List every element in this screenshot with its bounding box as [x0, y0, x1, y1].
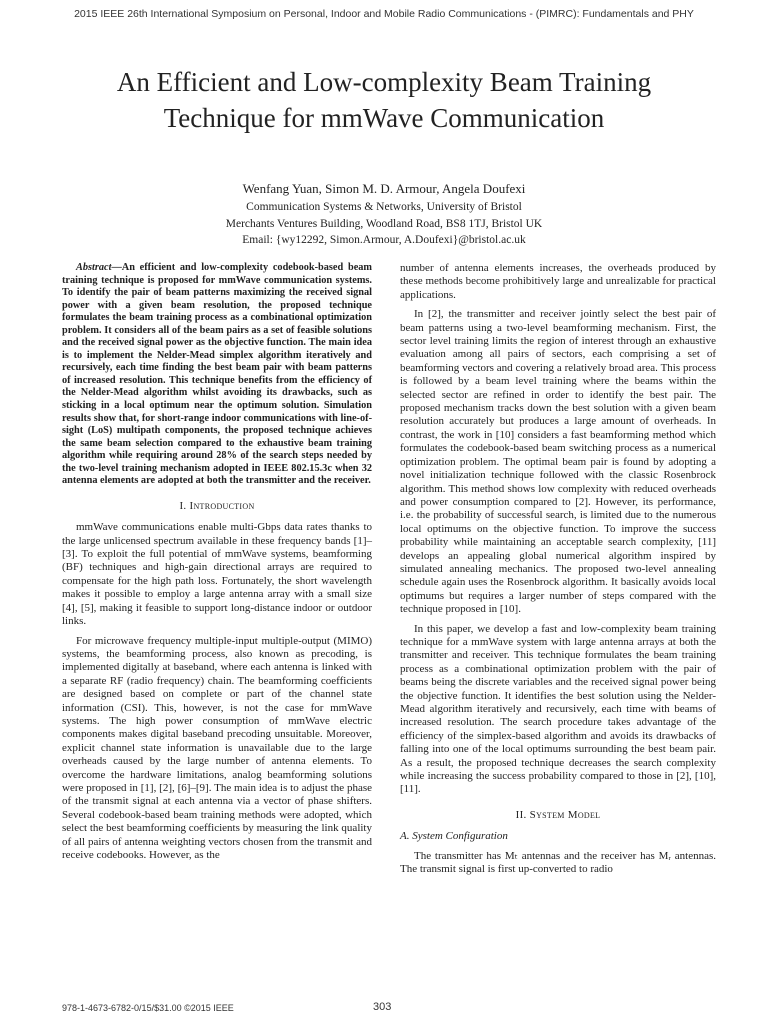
author-email: Email: {wy12292, Simon.Armour, A.Doufexi}@bristol.ac.uk [242, 234, 526, 246]
title-line-2: Technique for mmWave Communication [163, 103, 605, 133]
section-title: System Model [529, 808, 601, 821]
left-column [62, 262, 372, 868]
system-model-paragraph-1: The transmitter has Mₜ antennas and the receiver has Mᵣ antennas. The transmit signal is first up-converted to radio [400, 849, 716, 876]
intro-paragraph-2-continued: number of antenna elements increases, the overheads produced by these methods become prohibitively large and unrealizable for practical applications. [400, 262, 716, 301]
abstract-text: —An efficient and low-complexity codebook-based beam training technique is proposed for mmWave communication systems. To identify the pair of beam patterns maximizing the received signal power with a given beam resolution, the proposed technique formulates the beam training process as a combinational optimization problem. It considers all of the beam pairs as a set of feasible solutions and the received signal power as the objective function. The main idea is to implement the Nelder-Mead simplex algorithm iteratively and recursively, each time finding the best beam pair with beam patterns of increased resolution. This technique benefits from the efficiency of the Nelder-Mead algorithm whilst avoiding its drawbacks, such as sticking in a local optimum near the optimum solution. Simulation results show that, for short-range indoor communications with line-of-sight (LoS) multipath components, the proposed technique achieves the same beam selection compared to the exhaustive beam training algorithm while requiring around 28% of the search steps needed by the two-level training mechanism adopted in IEEE 802.15.3c when 32 antenna elements are adopted at both the transmitter and the receiver. [62, 262, 372, 487]
intro-paragraph-3: In [2], the transmitter and receiver jointly select the best pair of beam patterns using a two-level beamforming mechanism. First, the sector level training limits the region of interest through an exhaustive evaluation among all pairs of sectors, each comprising a set of beamforming vectors and covering a relatively broad area. This process is followed by a beam level training where the beams within the selected sector are refined in order to identify the best pair. The proposed mechanism tracks down the best solution with a given beam resolution accurately but produces a large amount of overheads. In contrast, the work in [10] considers a fast beamforming method which formulates the codebook-based beam switching process as a numerical optimization problem. The optimal beam pair is found by adopting a novel initialization technique followed with the classic Rosenbrock algorithm. This method shows low complexity with reduced overheads and power consumption compared to [2]. However, its performance, i.e. the probability of successful search, is limited due to the numerous local optimums on the objective function. To improve the success probability while maintaining an acceptable search complexity, [11] develops an appealing global numerical algorithm inspired by simulated annealing mechanics. The proposed two-level annealing schedule again uses the Rosenbrock algorithm. It basically avoids local optimums but requires a larger number of steps compared with the technique proposed in [10]. [400, 308, 716, 616]
section-number: II. [515, 808, 527, 821]
right-column [400, 262, 716, 882]
abstract [62, 262, 372, 488]
section-title: Introduction [189, 499, 255, 512]
title-line-1: An Efficient and Low-complexity Beam Training [116, 67, 652, 97]
author-block [80, 180, 688, 249]
page-number: 303 [373, 1001, 392, 1013]
section-heading-introduction [62, 500, 372, 513]
intro-paragraph-2: For microwave frequency multiple-input multiple-output (MIMO) systems, the beamforming process, also known as precoding, is implemented digitally at baseband, where each antenna is linked with a separate RF (radio frequency) chain. The beamforming coefficients are designed based on complete or part of the channel state information (CSI). This, however, is not the case for mmWave systems. The high power consumption of mmWave electric components makes digital baseband precoding unsuitable. Moreover, explicit channel state information is unavailable due to the large overheads caused by the large number of antenna elements. To overcome the hardware limitations, analog beamforming solutions were proposed in [1], [2], [6]–[9]. The main idea is to adjust the phase of the transmit signal at each antenna via a vector of phase shifters. Several codebook-based beam training methods were adopted, which select the best beamforming coefficients by measuring the link quality of all pairs of antenna weighting vectors chosen from the transmit and receive codebooks. However, as the [62, 634, 372, 861]
paper-title [30, 64, 738, 136]
subsection-heading: A. System Configuration [400, 830, 508, 843]
conference-header: 2015 IEEE 26th International Symposium on Personal, Indoor and Mobile Radio Communications - (PIMRC): Fundamentals and PHY [74, 8, 694, 20]
footer-isbn: 978-1-4673-6782-0/15/$31.00 ©2015 IEEE [62, 1003, 234, 1013]
section-heading-system-model [400, 809, 716, 822]
intro-paragraph-4: In this paper, we develop a fast and low-complexity beam training technique for a mmWave system with large antenna arrays at both the transmitter and receiver. This technique formulates the beam training process as a combinational optimization problem with the pair of beams being the discrete variables and the received signal power being the objective function. It identifies the best solution using the Nelder-Mead algorithm iteratively and recursively, each time with beams of increased resolution. The search procedure takes advantage of the efficiency of the simplex-based algorithm and avoids its drawbacks of falling into one of the local optimums surrounding the best beam pair. As a result, the proposed technique decreases the search complexity while increasing the success probability compared to those in [2], [10], [11]. [400, 622, 716, 796]
affiliation-line-1: Communication Systems & Networks, University of Bristol [246, 201, 522, 213]
author-names: Wenfang Yuan, Simon M. D. Armour, Angela Doufexi [242, 181, 526, 196]
section-number: I. [179, 499, 187, 512]
affiliation-line-2: Merchants Ventures Building, Woodland Road, BS8 1TJ, Bristol UK [225, 217, 543, 230]
abstract-label: Abstract [76, 262, 112, 273]
intro-paragraph-1: mmWave communications enable multi-Gbps data rates thanks to the large unlicensed spectrum available in these frequency bands [1]–[3]. To exploit the full potential of mmWave systems, beamforming (BF) techniques and high-gain directional arrays are required to compensate for the high path loss. Fortunately, the short wavelength makes it possible to employ a large antenna array with a small size [4], [5], making it feasible to support long-distance indoor or outdoor links. [62, 521, 372, 628]
